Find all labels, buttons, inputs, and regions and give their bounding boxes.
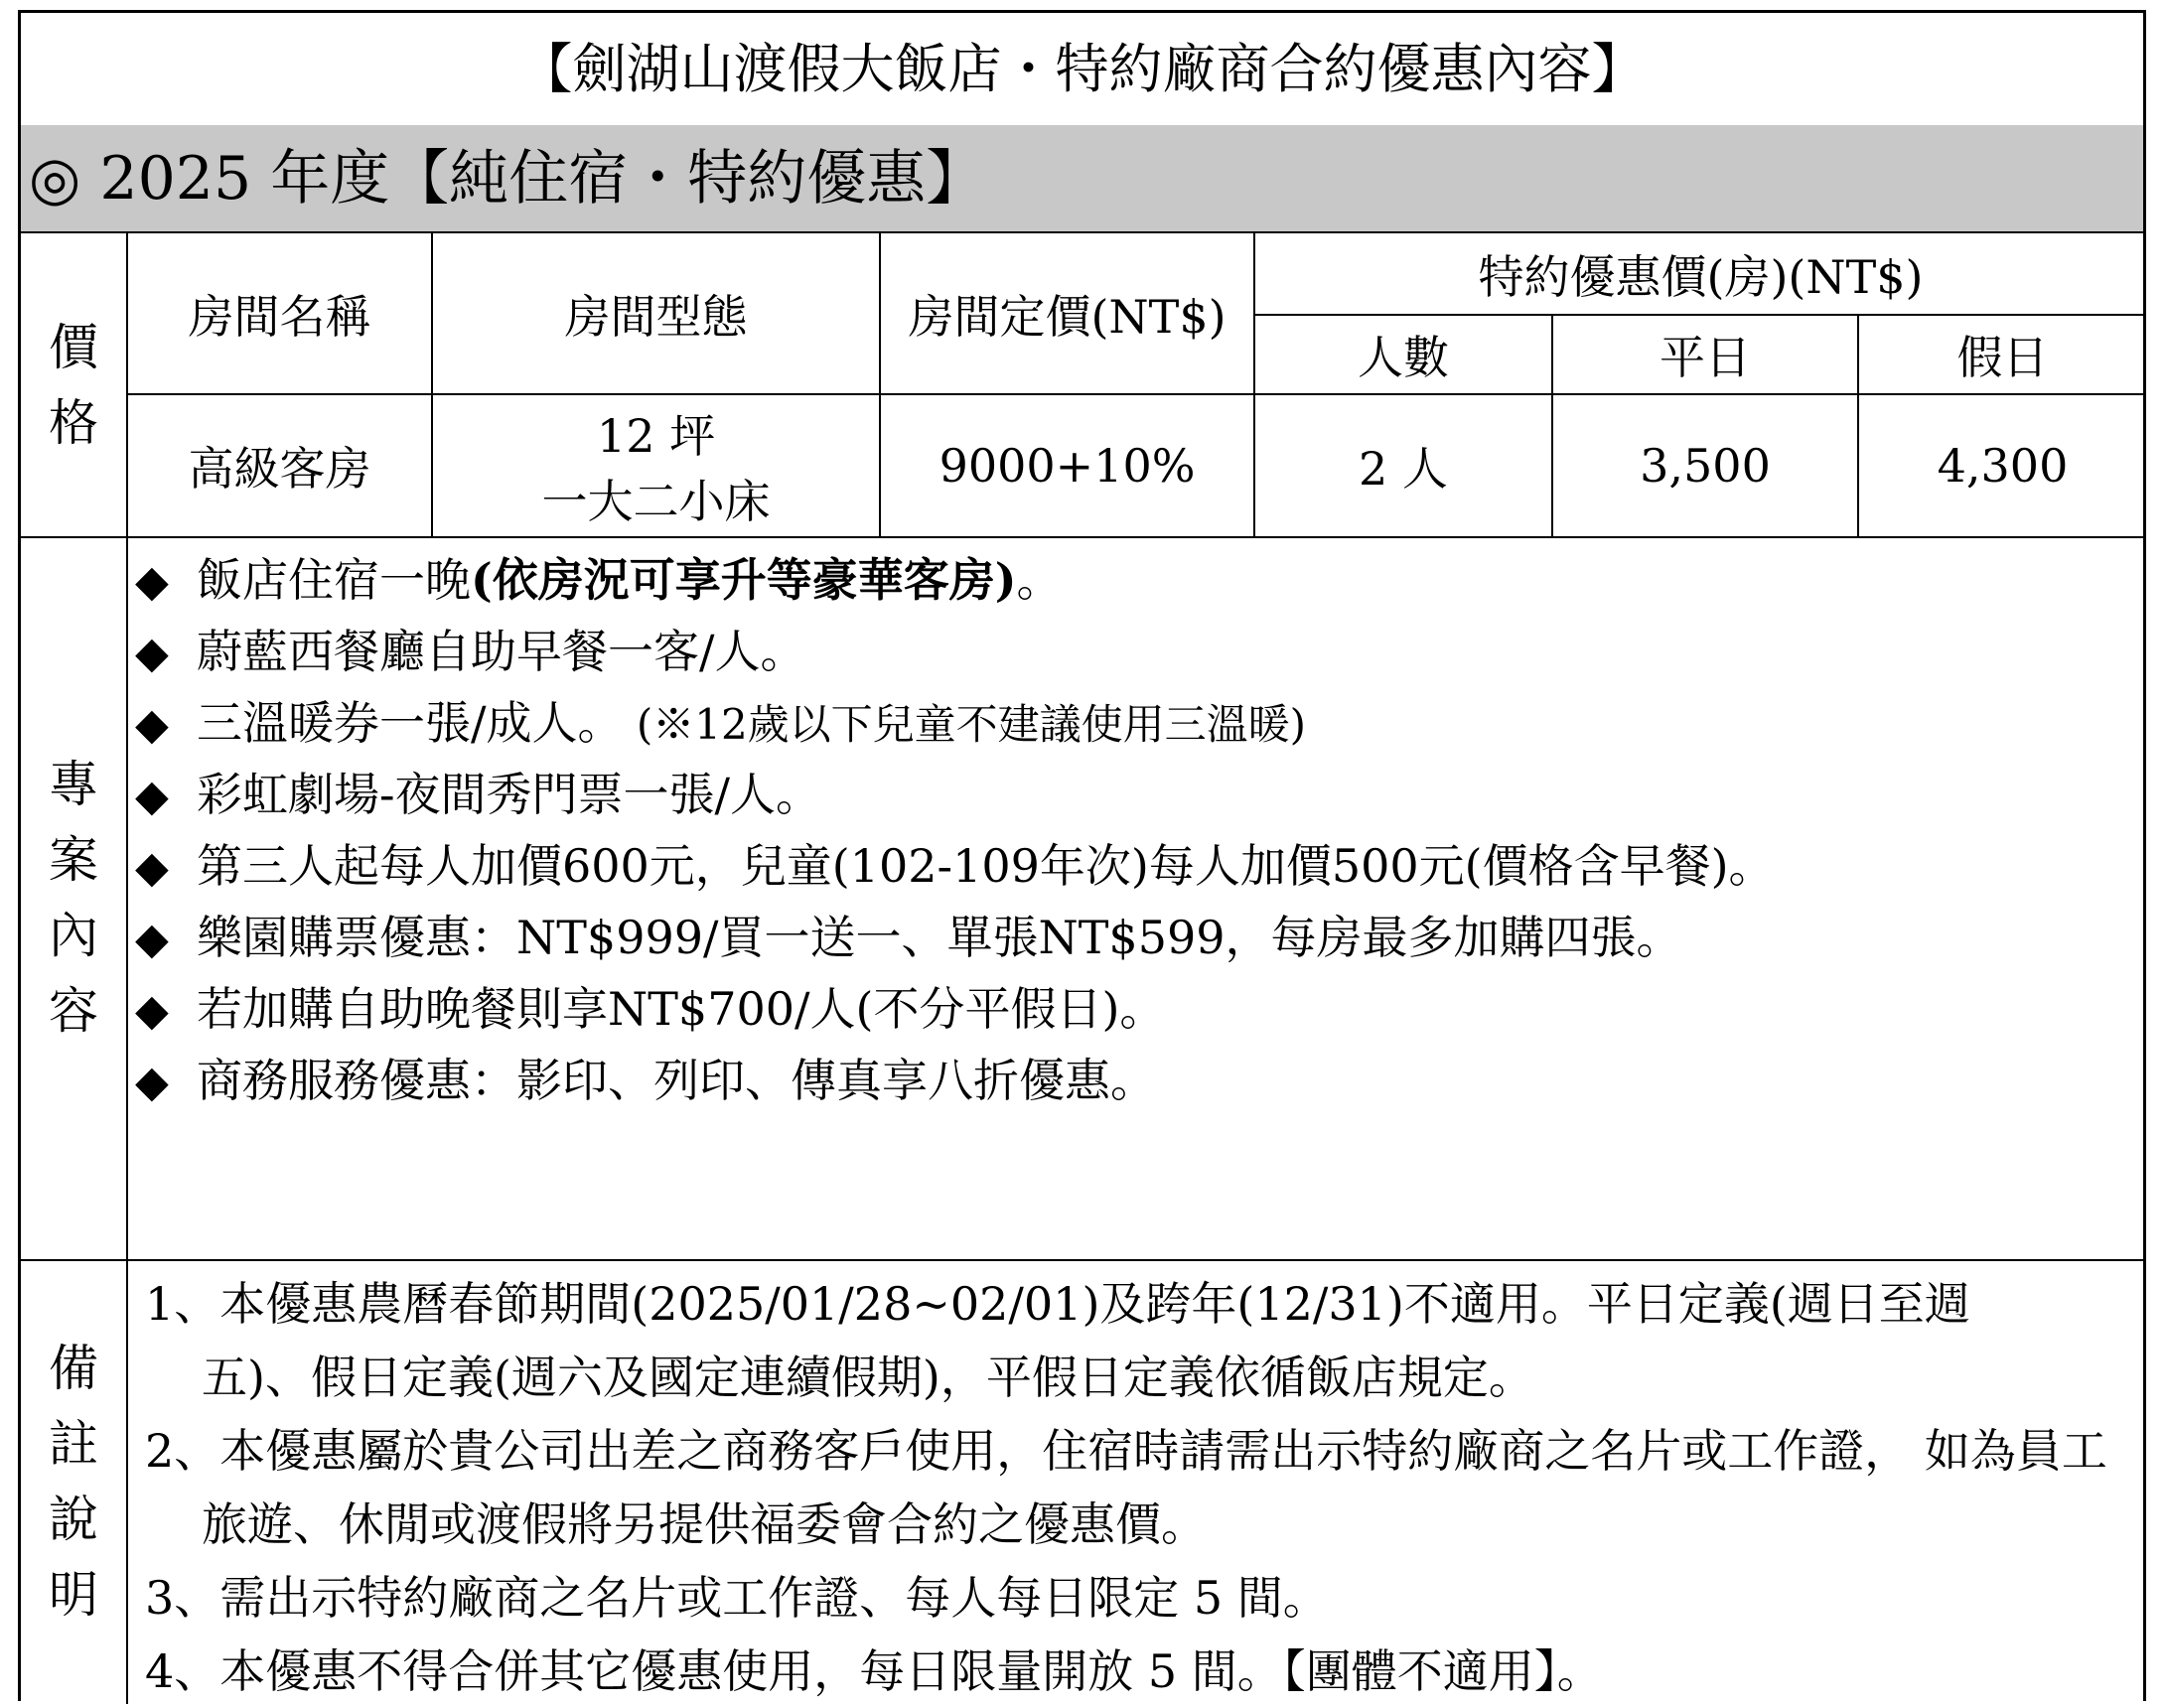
remark-line: 4、本優惠不得合併其它優惠使用，每日限量開放 5 間。【團體不適用】。: [145, 1644, 1603, 1698]
remarks-list: [145, 1267, 2133, 1708]
diamond-bullet-icon: ◆: [135, 1057, 169, 1107]
list-item: ◆ 樂園購票優惠：NT$999/買一送一、單張NT$599，每房最多加購四張。: [135, 902, 2143, 973]
side-char: 專: [49, 756, 98, 813]
table-row: [128, 394, 2146, 536]
remark-line: 2、本優惠屬於貴公司出差之商務客戶使用，住宿時請需出示特約廠商之名片或工作證， 如為員工: [145, 1424, 2107, 1478]
side-char: 內: [49, 907, 98, 964]
cell-list-price: 9000+10%: [880, 394, 1254, 536]
header-holiday: 假日: [1858, 315, 2146, 394]
diamond-bullet-icon: ◆: [135, 699, 169, 750]
remark-line: 旅遊、休閒或渡假將另提供福委會合約之優惠價。: [202, 1497, 1207, 1551]
list-item: ◆ 飯店住宿一晚(依房況可享升等豪華客房)。: [135, 544, 2143, 616]
side-char: 格: [49, 393, 98, 452]
price-table: [128, 233, 2146, 536]
remark-line: 3、需出示特約廠商之名片或工作證、每人每日限定 5 間。: [145, 1571, 1329, 1625]
cell-people: 2 人: [1254, 394, 1552, 536]
list-item: ◆ 三溫暖券一張/成人。 (※12歲以下兒童不建議使用三溫暖): [135, 687, 2143, 759]
header-room-name: 房間名稱: [128, 233, 432, 394]
diamond-bullet-icon: ◆: [135, 771, 169, 821]
package-list: [135, 544, 2143, 1116]
header-people: 人數: [1254, 315, 1552, 394]
notes-side-label: [21, 1259, 128, 1704]
header-list-price: 房間定價(NT$): [880, 233, 1254, 394]
diamond-bullet-icon: ◆: [135, 842, 169, 893]
side-char: 容: [49, 982, 98, 1040]
header-special-price: 特約優惠價(房)(NT$): [1254, 233, 2146, 315]
side-char: 說: [49, 1491, 98, 1548]
remark-line: 1、本優惠農曆春節期間(2025/01/28~02/01)及跨年(12/31)不適用。平日定義(週日至週: [145, 1277, 1970, 1331]
cell-weekday-price: 3,500: [1552, 394, 1858, 536]
list-item: ◆ 蔚藍西餐廳自助早餐一客/人。: [135, 616, 2143, 687]
content-side-label: [21, 536, 128, 1259]
remarks-section: [21, 1259, 2143, 1704]
diamond-bullet-icon: ◆: [135, 914, 169, 964]
side-char: 價: [49, 318, 98, 376]
list-item: ◆ 第三人起每人加價600元，兒童(102-109年次)每人加價500元(價格含早餐)。: [135, 830, 2143, 902]
remark-line: 五)、假日定義(週六及國定連續假期)，平假日定義依循飯店規定。: [202, 1351, 1534, 1404]
room-type-size: 12 坪: [596, 409, 716, 463]
diamond-bullet-icon: ◆: [135, 985, 169, 1036]
cell-room-type: [432, 394, 880, 536]
diamond-bullet-icon: ◆: [135, 628, 169, 678]
side-char: 註: [49, 1415, 98, 1473]
cell-holiday-price: 4,300: [1858, 394, 2146, 536]
side-char: 案: [49, 831, 98, 889]
list-item: ◆ 商務服務優惠：影印、列印、傳真享八折優惠。: [135, 1045, 2143, 1116]
diamond-bullet-icon: ◆: [135, 556, 169, 607]
header-room-type: 房間型態: [432, 233, 880, 394]
cell-room-name: 高級客房: [128, 394, 432, 536]
document-title: 【劍湖山渡假大飯店・特約廠商合約優惠內容】: [21, 13, 2143, 127]
contract-sheet: [18, 10, 2146, 1701]
list-item: ◆ 彩虹劇場-夜間秀門票一張/人。: [135, 759, 2143, 830]
list-item: ◆ 若加購自助晚餐則享NT$700/人(不分平假日)。: [135, 973, 2143, 1045]
side-char: 備: [49, 1340, 98, 1397]
room-type-beds: 一大二小床: [541, 475, 771, 528]
section-heading: ◎ 2025 年度【純住宿・特約優惠】: [21, 125, 2143, 233]
price-section: [21, 233, 2143, 538]
side-char: 明: [49, 1566, 98, 1624]
package-content-section: [21, 536, 2143, 1261]
price-side-label: [21, 233, 128, 536]
header-weekday: 平日: [1552, 315, 1858, 394]
